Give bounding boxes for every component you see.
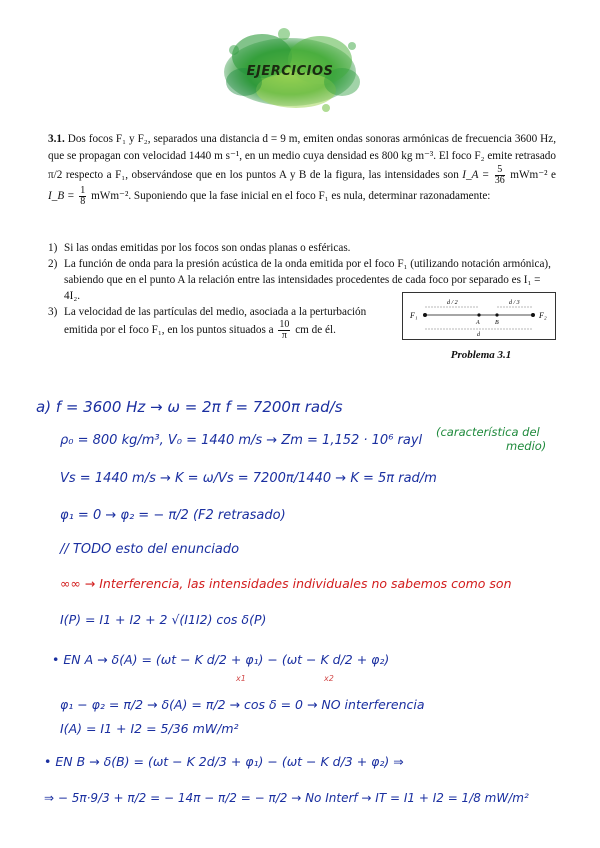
hw-annotation-x2: x2 (324, 674, 334, 683)
question-number: 3) (48, 306, 58, 318)
hw-line-11: • EN B → δ(B) = (ωt − K 2d/3 + φ₁) − (ωt − K d/3 + φ₂) ⇒ (44, 754, 404, 769)
figure-caption: Problema 3.1 (450, 349, 512, 361)
ia-numerator: 5 (495, 165, 505, 176)
hw-line-7: I(P) = I1 + I2 + 2 √(I1I2) cos δ(P) (60, 612, 267, 627)
ib-unit: mWm⁻². (91, 190, 132, 203)
d-label: d (477, 332, 480, 338)
problem-statement (48, 131, 556, 207)
hw-line-2-note: (característica del (436, 425, 540, 439)
hw-line-2-note-end: medio) (506, 439, 547, 453)
a-label: A (476, 320, 480, 326)
question-item (48, 304, 402, 341)
distance-numerator: 10 (279, 319, 290, 330)
question-text: La velocidad de las partículas del medio, asociada a la perturbación emitida por el foco F₁, en los puntos situados a (64, 306, 367, 337)
ia-label: I_A = (462, 169, 490, 182)
problem-line-2: El foco F₂ emite retrasado π/2 respecto a F₁, observándose que en los puntos A y B de la figura, las intensidades son (48, 150, 556, 182)
question-number: 2) (48, 258, 58, 270)
question-text-end: cm de él. (295, 324, 336, 337)
focus-f1-point (423, 313, 427, 317)
focus-f2-point (531, 313, 535, 317)
hw-line-4: φ₁ = 0 → φ₂ = − π/2 (F2 retrasado) (60, 508, 286, 523)
hw-line-1: a) f = 3600 Hz → ω = 2π f = 7200π rad/s (36, 398, 343, 416)
problem-line-1: Dos focos F₁ y F₂, separados una distancia d = 9 m, emiten ondas sonoras armónicas de frecuencia 3600 Hz, que se propagan con velocidad 1440 m s⁻¹, en un medio cuya densidad es 800 kg m⁻³. (48, 133, 557, 162)
ib-label: I_B = (48, 190, 75, 203)
hw-line-6: ∞∞ → Interferencia, las intensidades individuales no sabemos como son (60, 576, 512, 591)
ib-denominator: 8 (80, 196, 86, 207)
d3-label: d / 3 (509, 300, 520, 306)
problem-paragraph (48, 131, 556, 207)
hw-line-2: ρ₀ = 800 kg/m³, V₀ = 1440 m/s → Zm = 1,152 · 10⁶ rayl (60, 433, 423, 448)
question-text: La función de onda para la presión acústica de la onda emitida por el foco F₁ (utilizando notación armónica), sabiendo que en el punto A la relación entre las intensidades procedentes de cada foco por separado es I₁ = 4I₂. (64, 258, 551, 302)
hw-line-5: // TODO esto del enunciado (60, 542, 240, 557)
problem-figure (402, 292, 556, 340)
figure-diagram (403, 293, 555, 339)
f1-label: F₁ (410, 311, 418, 320)
f2-label: F₂ (539, 311, 547, 320)
hw-annotation-x1: x1 (236, 674, 246, 683)
hw-line-8: • EN A → δ(A) = (ωt − K d/2 + φ₁) − (ωt − K d/2 + φ₂) (52, 652, 390, 667)
d2-label: d / 2 (447, 300, 458, 306)
problem-number: 3.1. (48, 133, 65, 145)
hw-line-12: ⇒ − 5π·9/3 + π/2 = − 14π − π/2 = − π/2 → No Interf → IT = I1 + I2 = 1/8 mW/m² (44, 791, 529, 805)
problem-line-3: Suponiendo que la fase inicial en el foco F₁ es nula, determinar razonadamente: (133, 190, 491, 203)
b-label: B (495, 320, 499, 326)
distance-denominator: π (281, 330, 287, 341)
ib-fraction (79, 186, 86, 207)
ia-denominator: 36 (494, 175, 505, 186)
question-item (48, 240, 556, 256)
hw-line-10: I(A) = I1 + I2 = 5/36 mW/m² (60, 721, 239, 736)
ia-unit: mWm⁻² (510, 169, 548, 182)
ib-numerator: 1 (80, 185, 86, 196)
banner-title: EJERCICIOS (246, 64, 334, 79)
hw-line-3: Vs = 1440 m/s → K = ω/Vs = 7200π/1440 → K = 5π rad/m (60, 471, 437, 486)
question-number: 1) (48, 242, 58, 254)
point-a (477, 313, 480, 316)
hw-line-9: φ₁ − φ₂ = π/2 → δ(A) = π/2 → cos δ = 0 → NO interferencia (60, 697, 425, 712)
and-word: e (551, 169, 556, 182)
distance-fraction (278, 320, 290, 341)
point-b (495, 313, 498, 316)
ia-fraction (495, 165, 505, 186)
question-text: Si las ondas emitidas por los focos son ondas planas o esféricas. (64, 242, 351, 254)
